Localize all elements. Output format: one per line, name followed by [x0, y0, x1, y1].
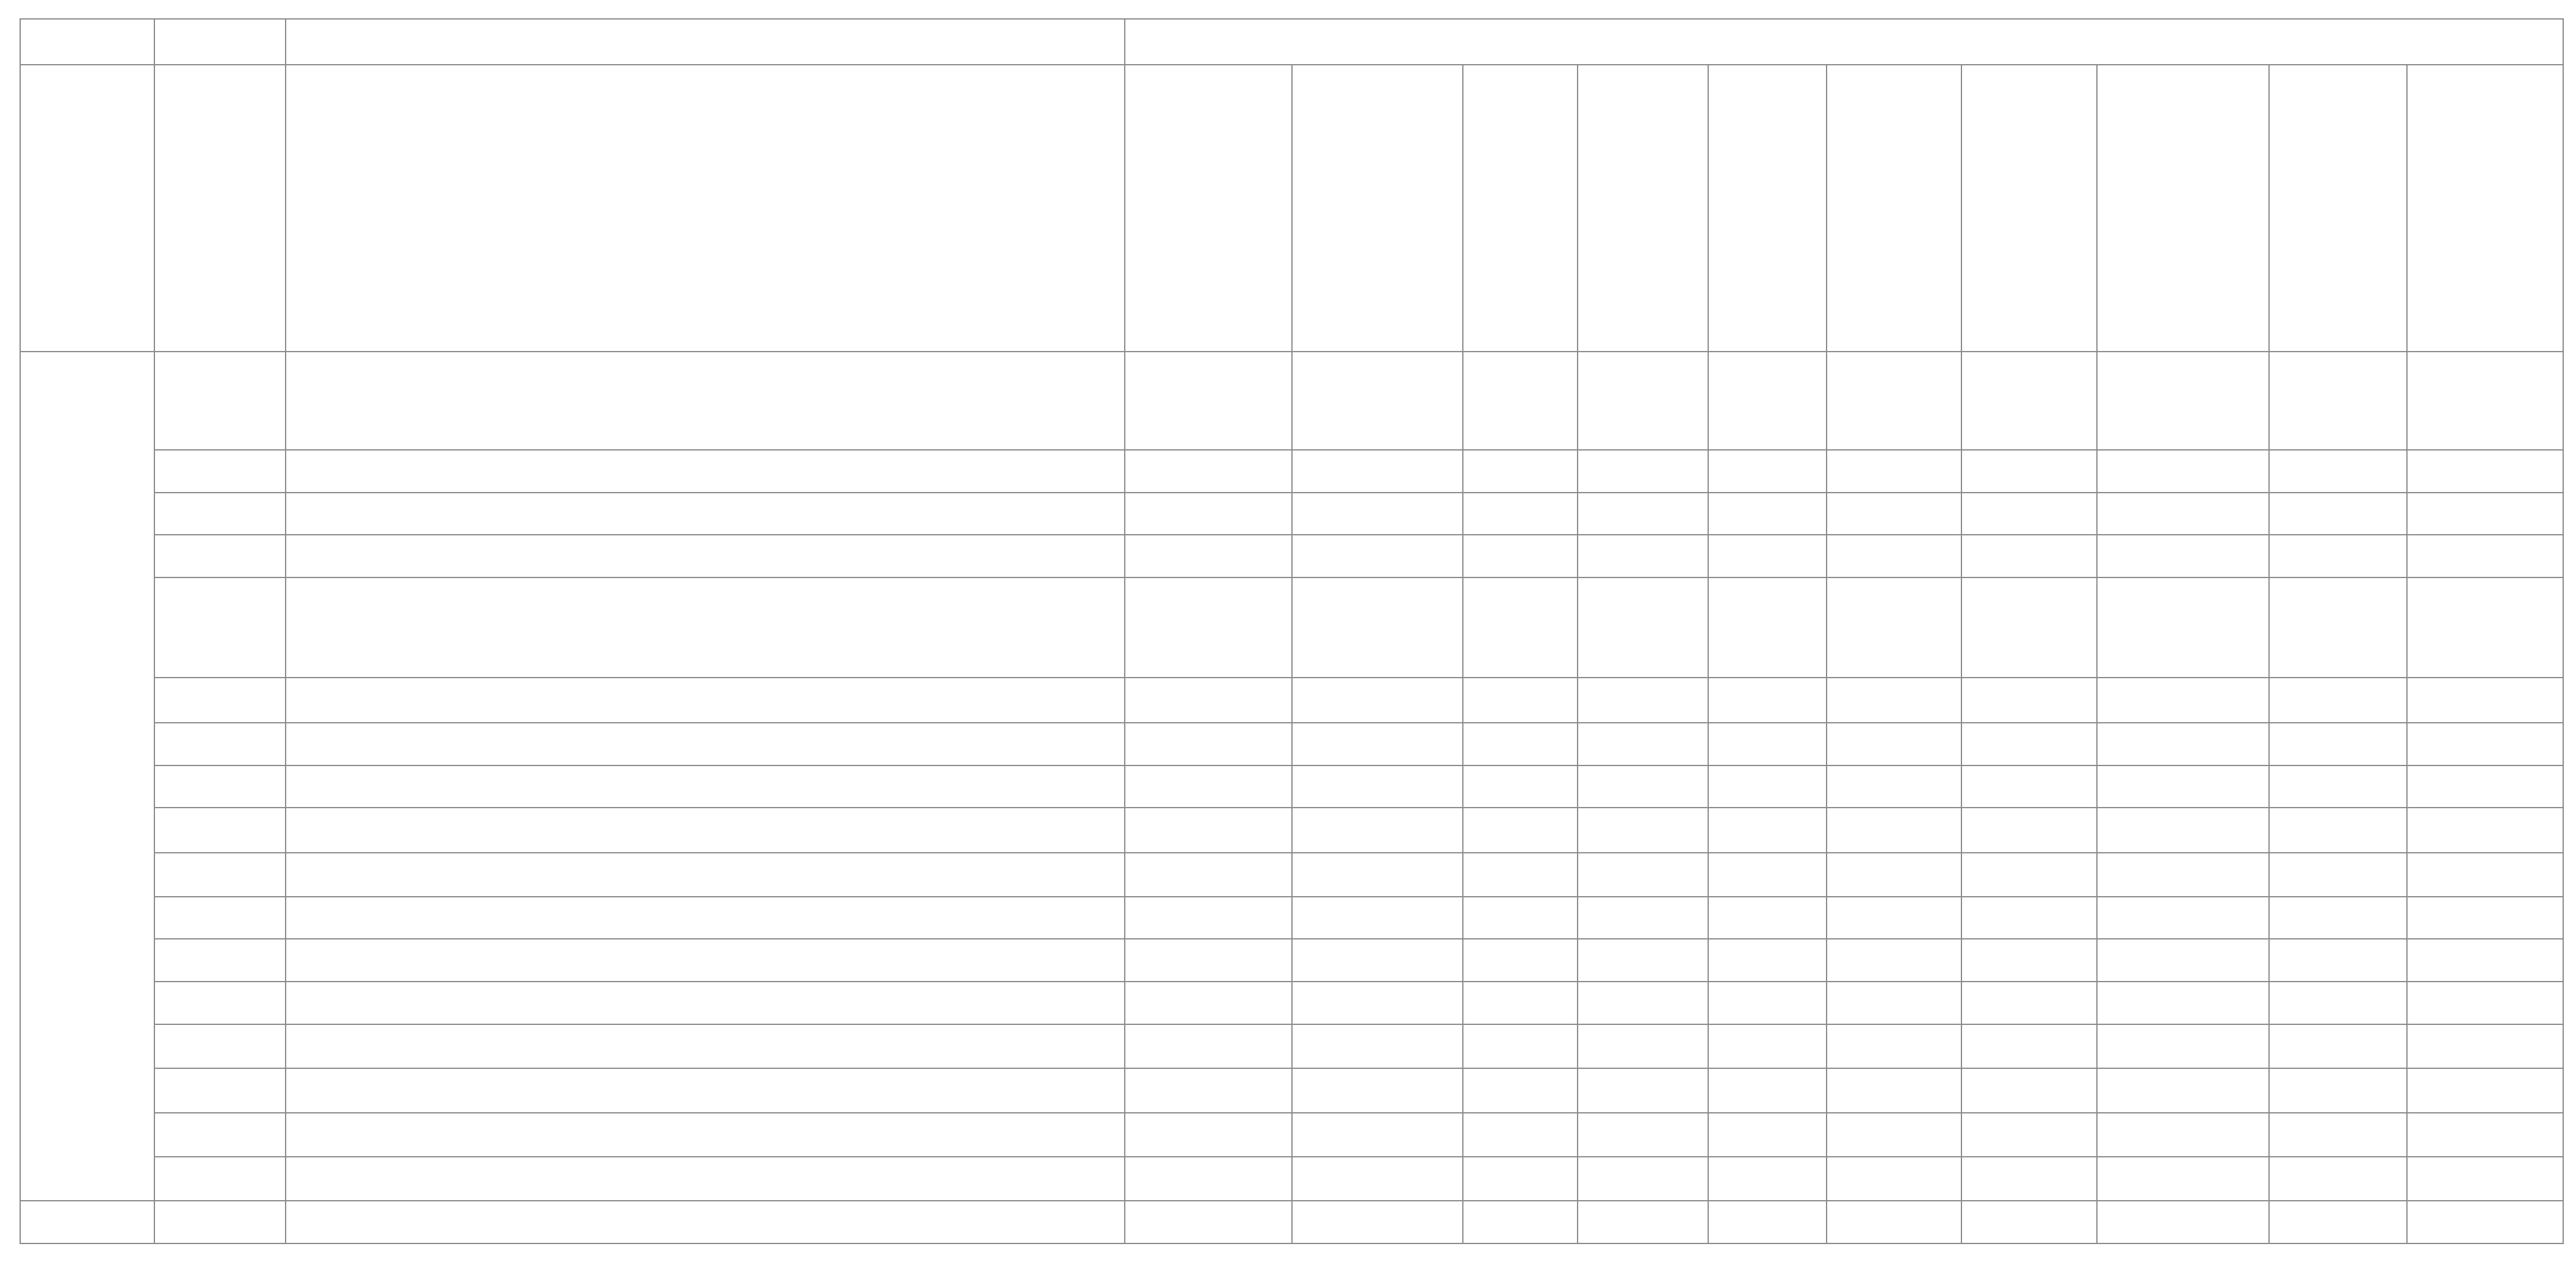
title-row	[20, 19, 2563, 65]
case-study-name	[286, 808, 1125, 853]
region-header-cell	[154, 65, 286, 352]
activity-mark	[1292, 352, 1463, 450]
activity-mark	[1708, 808, 1827, 853]
activity-mark	[1578, 808, 1708, 853]
activity-header-4	[1708, 65, 1827, 352]
activity-mark	[1961, 723, 2097, 765]
activity-mark	[2097, 765, 2269, 808]
activity-mark	[2407, 982, 2563, 1024]
activity-mark	[1961, 1068, 2097, 1113]
activity-mark	[1708, 897, 1827, 939]
table-row	[20, 808, 2563, 853]
activity-mark	[2269, 1068, 2407, 1113]
activity-mark	[1292, 808, 1463, 853]
activity-mark	[1827, 808, 1961, 853]
table-row	[20, 352, 2563, 450]
activity-mark	[2407, 853, 2563, 897]
column-header-row	[20, 65, 2563, 352]
activity-mark	[1708, 535, 1827, 577]
activity-mark	[1125, 982, 1292, 1024]
activity-mark	[1125, 1068, 1292, 1113]
activity-mark	[1827, 450, 1961, 493]
activity-mark	[1961, 535, 2097, 577]
activity-mark	[2269, 493, 2407, 535]
activity-mark	[1827, 493, 1961, 535]
totals-spacer-cell	[20, 1201, 154, 1243]
activity-mark	[1961, 982, 2097, 1024]
activity-mark	[2097, 535, 2269, 577]
activity-mark	[2097, 450, 2269, 493]
activity-mark	[2407, 678, 2563, 723]
activity-mark	[2097, 352, 2269, 450]
activity-mark	[1827, 1157, 1961, 1201]
activity-mark	[2097, 1068, 2269, 1113]
activity-mark	[1125, 723, 1292, 765]
activity-mark	[1827, 723, 1961, 765]
activity-mark	[1578, 1157, 1708, 1201]
activity-mark	[1708, 1157, 1827, 1201]
activity-mark	[1827, 897, 1961, 939]
activity-total	[1578, 1201, 1708, 1243]
region-code	[154, 450, 286, 493]
case-study-name	[286, 1113, 1125, 1157]
region-code	[154, 1024, 286, 1068]
activity-total	[1827, 1201, 1961, 1243]
region-code	[154, 765, 286, 808]
activity-mark	[1292, 765, 1463, 808]
activity-header-3	[1578, 65, 1708, 352]
activity-mark	[1708, 450, 1827, 493]
activity-mark	[1125, 897, 1292, 939]
table-row	[20, 450, 2563, 493]
activity-mark	[1463, 765, 1578, 808]
table-row	[20, 1113, 2563, 1157]
activity-mark	[1827, 1024, 1961, 1068]
activity-mark	[2407, 577, 2563, 678]
activity-header-6	[1961, 65, 2097, 352]
activity-mark	[1578, 1024, 1708, 1068]
region-code	[154, 493, 286, 535]
activity-mark	[2407, 1024, 2563, 1068]
table-row	[20, 493, 2563, 535]
activity-mark	[1961, 678, 2097, 723]
table-row	[20, 577, 2563, 678]
activity-mark	[2097, 678, 2269, 723]
region-code	[154, 897, 286, 939]
region-code	[154, 352, 286, 450]
activity-total	[1125, 1201, 1292, 1243]
activity-total	[2407, 1201, 2563, 1243]
activity-mark	[1708, 678, 1827, 723]
table-row	[20, 1024, 2563, 1068]
case-study-name	[286, 352, 1125, 450]
activity-mark	[1827, 1113, 1961, 1157]
activity-mark	[1463, 450, 1578, 493]
activity-mark	[2407, 493, 2563, 535]
activities-title	[1125, 19, 2563, 65]
case-study-name	[286, 493, 1125, 535]
activity-mark	[1578, 897, 1708, 939]
activity-mark	[2269, 678, 2407, 723]
activity-mark	[2269, 853, 2407, 897]
activity-total	[1708, 1201, 1827, 1243]
activity-mark	[1125, 1113, 1292, 1157]
activity-mark	[1578, 493, 1708, 535]
activity-mark	[2407, 535, 2563, 577]
activity-total	[1961, 1201, 2097, 1243]
region-code	[154, 1113, 286, 1157]
activity-mark	[1292, 450, 1463, 493]
activity-mark	[1292, 577, 1463, 678]
activity-mark	[2269, 450, 2407, 493]
case-study-name	[286, 450, 1125, 493]
title-spacer-cell	[286, 19, 1125, 65]
activity-mark	[1961, 352, 2097, 450]
case-study-name	[286, 577, 1125, 678]
activity-mark	[2407, 352, 2563, 450]
activity-mark	[1578, 450, 1708, 493]
activity-mark	[1292, 723, 1463, 765]
activity-mark	[1125, 853, 1292, 897]
region-code	[154, 939, 286, 982]
activity-mark	[1463, 352, 1578, 450]
table-row	[20, 1068, 2563, 1113]
activity-mark	[1961, 853, 2097, 897]
activity-mark	[2097, 723, 2269, 765]
case-studies-group-cell	[20, 352, 154, 1201]
header-spacer-cell	[20, 65, 154, 352]
activity-mark	[1125, 1024, 1292, 1068]
activity-mark	[1125, 808, 1292, 853]
activity-header-7	[2097, 65, 2269, 352]
activity-mark	[1578, 853, 1708, 897]
activity-mark	[2407, 808, 2563, 853]
region-code	[154, 577, 286, 678]
activity-mark	[2407, 1068, 2563, 1113]
table-row	[20, 853, 2563, 897]
activity-mark	[1292, 853, 1463, 897]
activity-mark	[1708, 723, 1827, 765]
title-spacer-cell	[154, 19, 286, 65]
activity-mark	[1827, 352, 1961, 450]
activity-mark	[1578, 723, 1708, 765]
activity-mark	[2269, 897, 2407, 939]
activity-mark	[2407, 939, 2563, 982]
activity-mark	[2097, 853, 2269, 897]
activity-mark	[1708, 1024, 1827, 1068]
activity-mark	[2097, 1024, 2269, 1068]
table-row	[20, 535, 2563, 577]
table-row	[20, 939, 2563, 982]
activity-mark	[1708, 765, 1827, 808]
case-study-name	[286, 897, 1125, 939]
totals-spacer-cell	[154, 1201, 286, 1243]
case-study-activities-table	[20, 18, 2564, 1244]
activity-mark	[2269, 939, 2407, 982]
activity-mark	[2407, 723, 2563, 765]
activity-mark	[2097, 1157, 2269, 1201]
activity-mark	[2407, 1113, 2563, 1157]
region-code	[154, 808, 286, 853]
activity-mark	[1827, 535, 1961, 577]
region-code	[154, 535, 286, 577]
activity-mark	[1292, 493, 1463, 535]
activity-mark	[1125, 535, 1292, 577]
activity-mark	[1125, 450, 1292, 493]
activity-total	[2269, 1201, 2407, 1243]
activity-mark	[1961, 765, 2097, 808]
activity-mark	[1292, 678, 1463, 723]
activity-mark	[1292, 1024, 1463, 1068]
totals-row	[20, 1201, 2563, 1243]
activity-mark	[2097, 577, 2269, 678]
activity-mark	[1125, 765, 1292, 808]
activity-mark	[2097, 982, 2269, 1024]
activity-total	[1292, 1201, 1463, 1243]
activity-mark	[1463, 808, 1578, 853]
activity-mark	[1463, 939, 1578, 982]
activity-mark	[1125, 352, 1292, 450]
activity-mark	[2269, 982, 2407, 1024]
activity-mark	[1708, 853, 1827, 897]
activity-mark	[1578, 939, 1708, 982]
activity-mark	[1827, 1068, 1961, 1113]
case-study-name	[286, 853, 1125, 897]
activity-mark	[2269, 535, 2407, 577]
activity-mark	[1708, 939, 1827, 982]
totals-spacer-cell	[286, 1201, 1125, 1243]
activity-mark	[2407, 897, 2563, 939]
activity-mark	[1463, 1113, 1578, 1157]
case-study-name	[286, 1157, 1125, 1201]
region-code	[154, 1068, 286, 1113]
activity-mark	[1292, 939, 1463, 982]
activity-mark	[1578, 1068, 1708, 1113]
activity-mark	[1961, 939, 2097, 982]
activity-mark	[2269, 1157, 2407, 1201]
activity-mark	[1578, 982, 1708, 1024]
table-row	[20, 982, 2563, 1024]
activity-mark	[1708, 577, 1827, 678]
case-study-name	[286, 678, 1125, 723]
activity-mark	[1827, 853, 1961, 897]
activity-mark	[2269, 577, 2407, 678]
activity-mark	[1708, 352, 1827, 450]
activity-mark	[1292, 1068, 1463, 1113]
activity-mark	[1961, 450, 2097, 493]
activity-mark	[1292, 1157, 1463, 1201]
activity-mark	[1463, 535, 1578, 577]
activity-mark	[1827, 577, 1961, 678]
activity-header-1	[1292, 65, 1463, 352]
activity-mark	[1125, 678, 1292, 723]
case-study-name	[286, 982, 1125, 1024]
case-study-name	[286, 939, 1125, 982]
activity-total	[2097, 1201, 2269, 1243]
activity-total	[1463, 1201, 1578, 1243]
case-study-name	[286, 723, 1125, 765]
activity-mark	[1708, 1068, 1827, 1113]
region-code	[154, 678, 286, 723]
activity-mark	[1961, 493, 2097, 535]
activity-mark	[1292, 982, 1463, 1024]
table-row	[20, 1157, 2563, 1201]
activity-mark	[1961, 577, 2097, 678]
case-study-name	[286, 1068, 1125, 1113]
activity-mark	[1578, 535, 1708, 577]
activity-header-9	[2407, 65, 2563, 352]
activity-header-5	[1827, 65, 1961, 352]
activity-mark	[1708, 493, 1827, 535]
activity-mark	[2407, 450, 2563, 493]
activity-mark	[1463, 723, 1578, 765]
activity-mark	[1961, 1113, 2097, 1157]
activity-mark	[2269, 808, 2407, 853]
name-header	[286, 65, 1125, 352]
activity-mark	[2269, 765, 2407, 808]
region-code	[154, 723, 286, 765]
case-study-name	[286, 535, 1125, 577]
activity-mark	[1125, 493, 1292, 535]
activity-mark	[1463, 982, 1578, 1024]
activity-mark	[1292, 535, 1463, 577]
activity-mark	[1827, 678, 1961, 723]
activity-mark	[1827, 982, 1961, 1024]
table-row	[20, 678, 2563, 723]
activity-mark	[2269, 723, 2407, 765]
activity-mark	[1961, 897, 2097, 939]
activity-mark	[2269, 1113, 2407, 1157]
region-code	[154, 1157, 286, 1201]
activity-mark	[1292, 897, 1463, 939]
activity-mark	[1708, 1113, 1827, 1157]
activity-mark	[1463, 1068, 1578, 1113]
table-row	[20, 723, 2563, 765]
activity-mark	[2407, 765, 2563, 808]
activity-mark	[1125, 939, 1292, 982]
title-spacer-cell	[20, 19, 154, 65]
activity-mark	[1463, 678, 1578, 723]
activity-mark	[1578, 1113, 1708, 1157]
activity-header-0	[1125, 65, 1292, 352]
activity-mark	[1463, 853, 1578, 897]
activity-mark	[1578, 678, 1708, 723]
activity-mark	[1961, 1157, 2097, 1201]
case-study-name	[286, 1024, 1125, 1068]
activity-header-2	[1463, 65, 1578, 352]
activity-mark	[1125, 1157, 1292, 1201]
activity-mark	[2097, 1113, 2269, 1157]
table-row	[20, 897, 2563, 939]
activity-header-8	[2269, 65, 2407, 352]
activity-mark	[2097, 808, 2269, 853]
activity-mark	[2097, 493, 2269, 535]
activity-mark	[1961, 808, 2097, 853]
activity-mark	[2097, 939, 2269, 982]
case-study-name	[286, 765, 1125, 808]
activity-mark	[1463, 897, 1578, 939]
activity-mark	[1708, 982, 1827, 1024]
activity-mark	[2097, 897, 2269, 939]
activity-mark	[2269, 352, 2407, 450]
activity-mark	[1463, 493, 1578, 535]
activity-mark	[1578, 577, 1708, 678]
activity-mark	[1463, 1157, 1578, 1201]
activity-mark	[1578, 352, 1708, 450]
activity-mark	[1961, 1024, 2097, 1068]
region-code	[154, 853, 286, 897]
activity-mark	[1292, 1113, 1463, 1157]
activity-mark	[2407, 1157, 2563, 1201]
activity-mark	[1827, 765, 1961, 808]
table-row	[20, 765, 2563, 808]
activity-mark	[2269, 1024, 2407, 1068]
activity-mark	[1463, 1024, 1578, 1068]
activity-mark	[1125, 577, 1292, 678]
region-code	[154, 982, 286, 1024]
activity-mark	[1578, 765, 1708, 808]
activity-mark	[1463, 577, 1578, 678]
activity-mark	[1827, 939, 1961, 982]
